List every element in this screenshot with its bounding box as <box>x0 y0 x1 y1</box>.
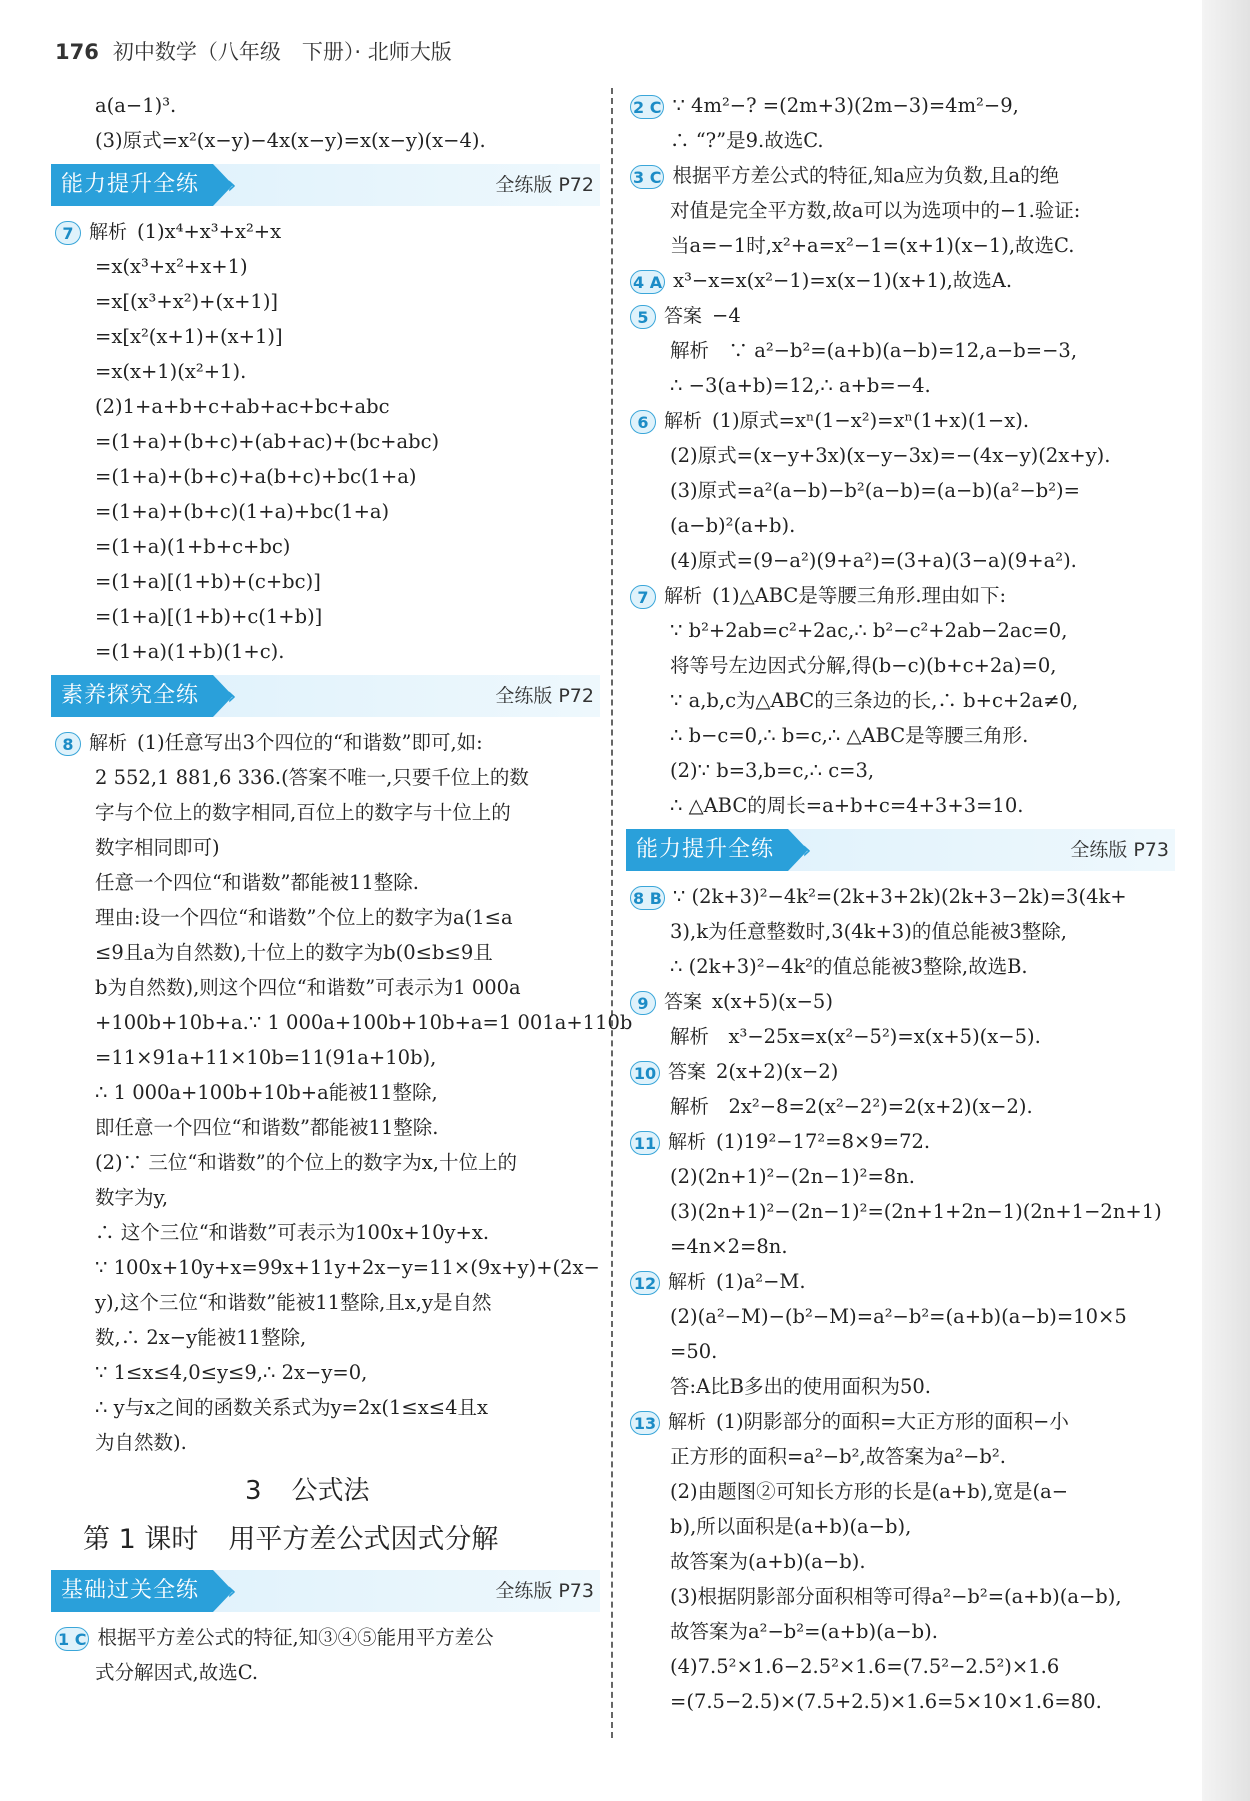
solution-line: (4)原式=(9−a²)(9+a²)=(3+a)(3−a)(9+a²). <box>670 549 1077 572</box>
solution-line: a(a−1)³. <box>95 94 177 117</box>
solution-line: 当a=−1时,x²+a=x²−1=(x+1)(x−1),故选C. <box>670 234 1075 257</box>
column-divider <box>611 88 613 1738</box>
banner-label: 能力提升全练 <box>51 164 213 206</box>
solution-text: (1)19²−17²=8×9=72. <box>716 1130 931 1153</box>
question-number-badge: 5 <box>630 305 656 329</box>
solution-line: =(1+a)+(b+c)+(ab+ac)+(bc+abc) <box>95 430 440 453</box>
left-column <box>55 88 633 1690</box>
solution-line: (2)由题图②可知长方形的长是(a+b),宽是(a− <box>670 1480 1069 1503</box>
solution-line: =11×91a+11×10b=11(91a+10b), <box>95 1046 437 1069</box>
solution-line: (2)∵ b=3,b=c,∴ c=3, <box>670 759 875 782</box>
solution-line: 解析 ∵ a²−b²=(a+b)(a−b)=12,a−b=−3, <box>670 339 1078 362</box>
question-number-badge: 11 <box>630 1131 660 1155</box>
question-line <box>55 214 600 249</box>
answer-tag: 解析 <box>664 585 703 607</box>
answer-tag: 解析 <box>668 1411 707 1433</box>
solution-text: (1)原式=xⁿ(1−x²)=xⁿ(1+x)(1−x). <box>712 409 1030 432</box>
solution-line: (3)原式=x²(x−y)−4x(x−y)=x(x−y)(x−4). <box>95 129 486 152</box>
solution-line: 即任意一个四位“和谐数”都能被11整除. <box>95 1116 439 1139</box>
solution-line: 数,∴ 2x−y能被11整除, <box>95 1326 307 1349</box>
solution-text: 根据平方差公式的特征,知a应为负数,且a的绝 <box>672 164 1060 187</box>
question-line <box>630 879 1175 914</box>
section-banner <box>51 675 600 717</box>
solution-line: =4n×2=8n. <box>670 1235 788 1258</box>
solution-line: ∵ b²+2ab=c²+2ac,∴ b²−c²+2ab−2ac=0, <box>670 619 1068 642</box>
solution-text: (1)△ABC是等腰三角形.理由如下: <box>712 584 1007 607</box>
solution-line: 答:A比B多出的使用面积为50. <box>670 1375 931 1398</box>
solution-line: 正方形的面积=a²−b²,故答案为a²−b². <box>670 1445 1006 1468</box>
solution-line: ≤9且a为自然数),十位上的数字为b(0≤b≤9且 <box>95 941 493 964</box>
solution-line: (2)1+a+b+c+ab+ac+bc+abc <box>95 395 390 418</box>
answer-tag: 解析 <box>664 410 703 432</box>
answer-tag: 解析 <box>668 1131 707 1153</box>
question-line <box>630 298 1175 333</box>
question-line <box>630 88 1175 123</box>
solution-line: (2)(2n+1)²−(2n−1)²=8n. <box>670 1165 915 1188</box>
solution-text: (1)阴影部分的面积=大正方形的面积−小 <box>716 1410 1069 1433</box>
solution-line: =x(x³+x²+x+1) <box>95 255 248 278</box>
solution-line: (2)原式=(x−y+3x)(x−y−3x)=−(4x−y)(2x+y). <box>670 444 1111 467</box>
solution-line: =(7.5−2.5)×(7.5+2.5)×1.6=5×10×1.6=80. <box>670 1690 1102 1713</box>
solution-line: =(1+a)[(1+b)+c(1+b)] <box>95 605 323 628</box>
answer-tag: 解析 <box>668 1271 707 1293</box>
question-number-badge: 7 <box>55 221 81 245</box>
solution-line: ∴ y与x之间的函数关系式为y=2x(1≤x≤4且x <box>95 1396 488 1419</box>
solution-line: (3)(2n+1)²−(2n−1)²=(2n+1+2n−1)(2n+1−2n+1) <box>670 1200 1162 1223</box>
solution-line: =(1+a)+(b+c)+a(b+c)+bc(1+a) <box>95 465 417 488</box>
banner-label: 素养探究全练 <box>51 675 213 717</box>
solution-line: 2 552,1 881,6 336.(答案不唯一,只要千位上的数 <box>95 766 529 789</box>
lesson-title <box>55 1516 600 1564</box>
question-line <box>630 158 1175 193</box>
solution-line: (2)∵ 三位“和谐数”的个位上的数字为x,十位上的 <box>95 1151 517 1174</box>
question-number-badge: 6 <box>630 410 656 434</box>
chevron-icon: › <box>802 836 812 864</box>
solution-line: ∴ “?”是9.故选C. <box>670 129 824 152</box>
solution-text: x³−x=x(x²−1)=x(x−1)(x+1),故选A. <box>673 269 1013 292</box>
solution-line: 数字相同即可) <box>95 836 220 859</box>
lesson-name: 用平方差公式因式分解 <box>228 1524 499 1555</box>
solution-line: ∴ (2k+3)²−4k²的值总能被3整除,故选B. <box>670 955 1028 978</box>
solution-line: =x[x²(x+1)+(x+1)] <box>95 325 283 348</box>
solution-line: ∵ 100x+10y+x=99x+11y+2x−y=11×(9x+y)+(2x− <box>95 1256 600 1279</box>
question-number-badge: 12 <box>630 1271 660 1295</box>
question-line <box>630 1404 1175 1439</box>
page-header <box>55 36 452 66</box>
solution-line: b),所以面积是(a+b)(a−b), <box>670 1515 912 1538</box>
solution-line: ∴ b−c=0,∴ b=c,∴ △ABC是等腰三角形. <box>670 724 1029 747</box>
solution-text: 根据平方差公式的特征,知③④⑤能用平方差公 <box>97 1626 494 1649</box>
solution-text: −4 <box>712 304 741 327</box>
solution-line: ∴ 这个三位“和谐数”可表示为100x+10y+x. <box>95 1221 490 1244</box>
solution-line: ∴ 1 000a+100b+10b+a能被11整除, <box>95 1081 438 1104</box>
answer-tag: 答案 <box>668 1061 707 1083</box>
solution-text: (1)a²−M. <box>716 1270 806 1293</box>
page-number: 176 <box>55 40 99 64</box>
solution-text: ∵ 4m²−? =(2m+3)(2m−3)=4m²−9, <box>672 94 1019 117</box>
question-number-badge: 7 <box>630 585 656 609</box>
solution-line: 解析 2x²−8=2(x²−2²)=2(x+2)(x−2). <box>670 1095 1033 1118</box>
solution-line: =50. <box>670 1340 718 1363</box>
solution-line: (2)(a²−M)−(b²−M)=a²−b²=(a+b)(a−b)=10×5 <box>670 1305 1127 1328</box>
book-title: 初中数学（八年级 下册）· 北师大版 <box>112 40 452 64</box>
section-banner <box>51 1570 600 1612</box>
question-number-badge: 8 B <box>630 886 665 910</box>
solution-line: 为自然数). <box>95 1431 187 1454</box>
solution-text: (1)任意写出3个四位的“和谐数”即可,如: <box>137 731 483 754</box>
question-line <box>630 984 1175 1019</box>
banner-reference: 全练版 P73 <box>1070 839 1169 861</box>
solution-line: =(1+a)(1+b+c+bc) <box>95 535 291 558</box>
chevron-icon: › <box>227 171 237 199</box>
answer-tag: 答案 <box>664 305 703 327</box>
solution-line: (a−b)²(a+b). <box>670 514 796 537</box>
question-number-badge: 8 <box>55 732 81 756</box>
section-name: 公式法 <box>291 1476 370 1506</box>
solution-line: b为自然数),则这个四位“和谐数”可表示为1 000a <box>95 976 521 999</box>
banner-label: 基础过关全练 <box>51 1570 213 1612</box>
section-banner <box>51 164 600 206</box>
solution-line: =(1+a)[(1+b)+(c+bc)] <box>95 570 321 593</box>
question-number-badge: 3 C <box>630 165 664 189</box>
solution-line: y),这个三位“和谐数”能被11整除,且x,y是自然 <box>95 1291 492 1314</box>
right-column <box>630 88 1175 1719</box>
question-line <box>55 1620 600 1655</box>
section-number: 3 <box>245 1476 262 1506</box>
solution-line: 解析 x³−25x=x(x²−5²)=x(x+5)(x−5). <box>670 1025 1041 1048</box>
solution-line: (3)根据阴影部分面积相等可得a²−b²=(a+b)(a−b), <box>670 1585 1122 1608</box>
solution-line: (4)7.5²×1.6−2.5²×1.6=(7.5²−2.5²)×1.6 <box>670 1655 1060 1678</box>
solution-line: 数字为y, <box>95 1186 169 1209</box>
section-banner <box>626 829 1175 871</box>
chevron-icon: › <box>227 682 237 710</box>
solution-line: =x[(x³+x²)+(x+1)] <box>95 290 279 313</box>
solution-line: 理由:设一个四位“和谐数”个位上的数字为a(1≤a <box>95 906 513 929</box>
solution-line: 任意一个四位“和谐数”都能被11整除. <box>95 871 419 894</box>
solution-line: 3),k为任意整数时,3(4k+3)的值总能被3整除, <box>670 920 1067 943</box>
solution-line: 故答案为(a+b)(a−b). <box>670 1550 866 1573</box>
solution-line: ∴ △ABC的周长=a+b+c=4+3+3=10. <box>670 794 1024 817</box>
question-number-badge: 9 <box>630 991 656 1015</box>
solution-line: +100b+10b+a.∵ 1 000a+100b+10b+a=1 001a+110b <box>95 1011 633 1034</box>
solution-line: 将等号左边因式分解,得(b−c)(b+c+2a)=0, <box>670 654 1057 677</box>
solution-text: 2(x+2)(x−2) <box>716 1060 839 1083</box>
banner-reference: 全练版 P73 <box>495 1580 594 1602</box>
question-line <box>630 1124 1175 1159</box>
solution-line: 式分解因式,故选C. <box>95 1661 259 1684</box>
solution-line: ∵ a,b,c为△ABC的三条边的长,∴ b+c+2a≠0, <box>670 689 1079 712</box>
question-number-badge: 1 C <box>55 1627 89 1651</box>
solution-line: =(1+a)(1+b)(1+c). <box>95 640 285 663</box>
answer-tag: 解析 <box>89 221 128 243</box>
question-number-badge: 2 C <box>630 95 664 119</box>
question-line <box>630 578 1175 613</box>
solution-line: 故答案为a²−b²=(a+b)(a−b). <box>670 1620 938 1643</box>
question-number-badge: 10 <box>630 1061 660 1085</box>
banner-reference: 全练版 P72 <box>495 685 594 707</box>
answer-tag: 解析 <box>89 732 128 754</box>
banner-reference: 全练版 P72 <box>495 174 594 196</box>
solution-text: ∵ (2k+3)²−4k²=(2k+3+2k)(2k+3−2k)=3(4k+ <box>672 885 1127 908</box>
solution-text: (1)x⁴+x³+x²+x <box>137 220 282 243</box>
page-edge-shadow <box>1202 0 1250 1801</box>
question-line <box>630 403 1175 438</box>
chevron-icon: › <box>227 1577 237 1605</box>
lesson-number: 第 1 课时 <box>83 1524 199 1555</box>
solution-line: =x(x+1)(x²+1). <box>95 360 247 383</box>
solution-line: 对值是完全平方数,故a可以为选项中的−1.验证: <box>670 199 1081 222</box>
question-line <box>630 263 1175 298</box>
question-line <box>630 1054 1175 1089</box>
question-line <box>55 725 600 760</box>
question-line <box>630 1264 1175 1299</box>
answer-tag: 答案 <box>664 991 703 1013</box>
question-number-badge: 13 <box>630 1411 660 1435</box>
section-title <box>55 1466 600 1516</box>
question-number-badge: 4 A <box>630 270 665 294</box>
banner-label: 能力提升全练 <box>626 829 788 871</box>
solution-line: ∴ −3(a+b)=12,∴ a+b=−4. <box>670 374 931 397</box>
solution-line: =(1+a)+(b+c)(1+a)+bc(1+a) <box>95 500 390 523</box>
solution-text: x(x+5)(x−5) <box>712 990 833 1013</box>
solution-line: (3)原式=a²(a−b)−b²(a−b)=(a−b)(a²−b²)= <box>670 479 1081 502</box>
solution-line: ∵ 1≤x≤4,0≤y≤9,∴ 2x−y=0, <box>95 1361 368 1384</box>
solution-line: 字与个位上的数字相同,百位上的数字与十位上的 <box>95 801 511 824</box>
